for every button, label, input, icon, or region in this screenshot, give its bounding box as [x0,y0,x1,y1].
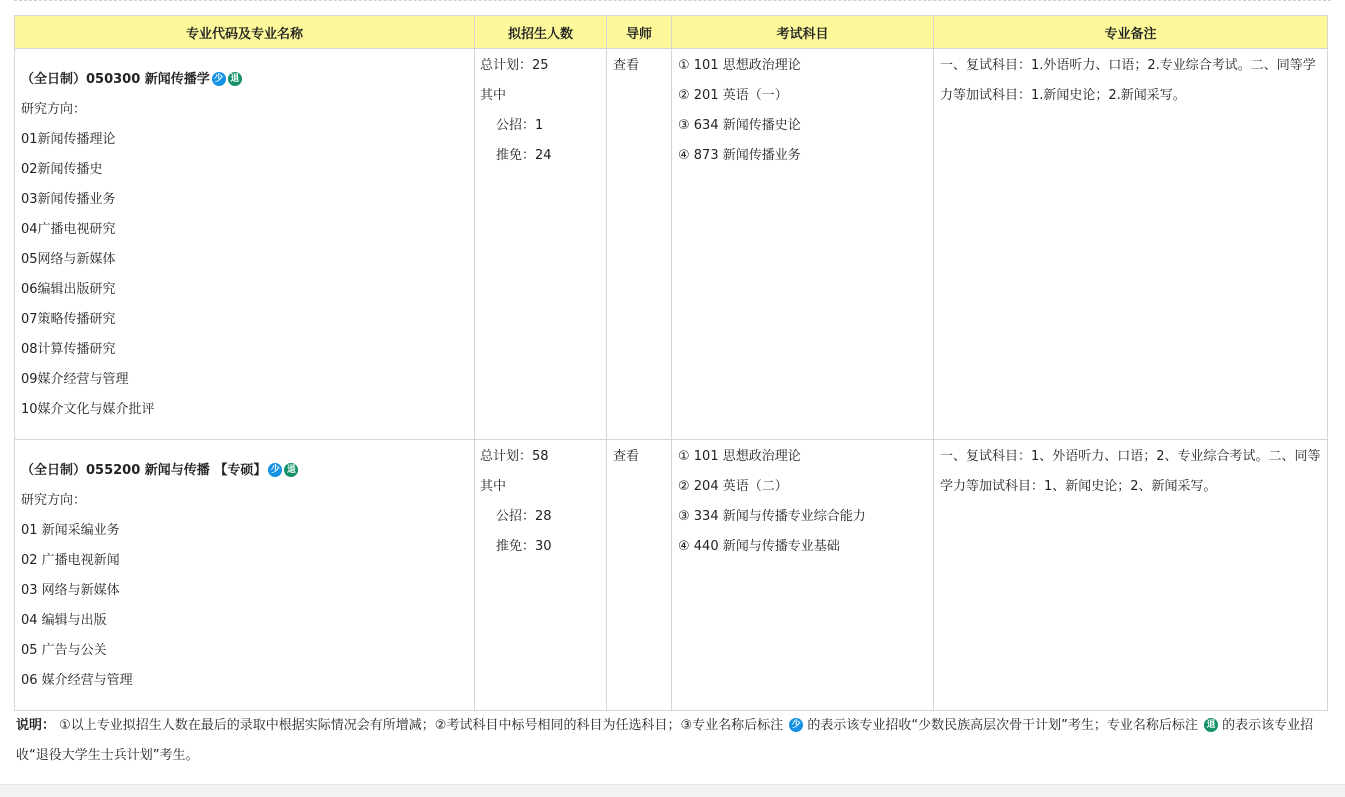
direction-item: 04广播电视研究 [21,222,116,237]
direction-item: 04 编辑与出版 [21,613,107,628]
bottom-bar [0,784,1345,797]
subjects-cell [672,440,934,711]
direction-item: 01新闻传播理论 [21,132,116,147]
veteran-plan-icon: 退 [284,463,298,477]
plan-of-which: 其中 [480,88,507,103]
direction-item: 07策略传播研究 [21,312,116,327]
header-remarks: 专业备注 [934,16,1328,49]
plan-of-which: 其中 [480,479,507,494]
footnote-label: 说明： [16,718,56,733]
veteran-plan-icon: 退 [228,72,242,86]
tutor-view-link[interactable]: 查看 [613,58,640,73]
minority-plan-icon: 少 [212,72,226,86]
direction-item: 06 媒介经营与管理 [21,673,133,688]
footnote [16,711,1328,771]
footnote-text-1: ①以上专业拟招生人数在最后的录取中根据实际情况会有所增减；②考试科目中标号相同的科目为任选科目；③专业名称后标注 [59,718,784,733]
subject-item: ④ 873 新闻传播业务 [678,148,801,163]
plan-total: 总计划：58 [480,449,549,464]
direction-item: 08计算传播研究 [21,342,116,357]
enrollment-cell [475,440,607,711]
remark-cell: 一、复试科目：1.外语听力、口语；2.专业综合考试。二、同等学力等加试科目：1.新闻史论；2.新闻采写。 [934,49,1328,440]
direction-item: 05网络与新媒体 [21,252,116,267]
header-exam-subjects: 考试科目 [672,16,934,49]
plan-exempt: 推免：30 [496,539,552,554]
direction-item: 06编辑出版研究 [21,282,116,297]
major-title: （全日制）050300 新闻传播学 少 退 [21,65,468,95]
direction-item: 02新闻传播史 [21,162,103,177]
direction-item: 03新闻传播业务 [21,192,116,207]
major-table [14,15,1328,711]
direction-item: 02 广播电视新闻 [21,553,120,568]
subject-item: ② 201 英语（一） [678,88,788,103]
plan-total: 总计划：25 [480,58,549,73]
plan-public: 公招：28 [496,509,552,524]
major-cell [15,440,475,711]
subject-item: ① 101 思想政治理论 [678,449,801,464]
direction-item: 09媒介经营与管理 [21,372,129,387]
header-tutor: 导师 [607,16,672,49]
veteran-plan-icon: 退 [1204,718,1218,732]
footnote-text-2: 的表示该专业招收“少数民族高层次骨干计划”考生；专业名称后标注 [807,718,1198,733]
header-major: 专业代码及专业名称 [15,16,475,49]
direction-label: 研究方向： [21,493,87,508]
tutor-view-link[interactable]: 查看 [613,449,640,464]
plan-public: 公招：1 [496,118,544,133]
minority-plan-icon: 少 [789,718,803,732]
top-divider [14,0,1331,2]
table-row [15,49,1328,440]
subject-item: ③ 334 新闻与传播专业综合能力 [678,509,866,524]
enrollment-cell [475,49,607,440]
subject-item: ② 204 英语（二） [678,479,788,494]
minority-plan-icon: 少 [268,463,282,477]
table-row [15,440,1328,711]
subject-item: ③ 634 新闻传播史论 [678,118,801,133]
tutor-cell [607,49,672,440]
footnote-text-3: 的表示该专业招收“退役大学生士兵计划”考生。 [16,718,1314,763]
direction-item: 01 新闻采编业务 [21,523,120,538]
direction-item: 05 广告与公关 [21,643,107,658]
direction-label: 研究方向： [21,102,87,117]
direction-item: 03 网络与新媒体 [21,583,120,598]
table-header-row [15,16,1328,49]
subject-item: ④ 440 新闻与传播专业基础 [678,539,840,554]
plan-exempt: 推免：24 [496,148,552,163]
tutor-cell [607,440,672,711]
major-cell [15,49,475,440]
subjects-cell [672,49,934,440]
remark-cell: 一、复试科目：1、外语听力、口语；2、专业综合考试。二、同等学力等加试科目：1、新闻史论；2、新闻采写。 [934,440,1328,711]
direction-item: 10媒介文化与媒介批评 [21,402,155,417]
major-title: （全日制）055200 新闻与传播 【专硕】 少 退 [21,456,468,486]
header-enrollment: 拟招生人数 [475,16,607,49]
subject-item: ① 101 思想政治理论 [678,58,801,73]
